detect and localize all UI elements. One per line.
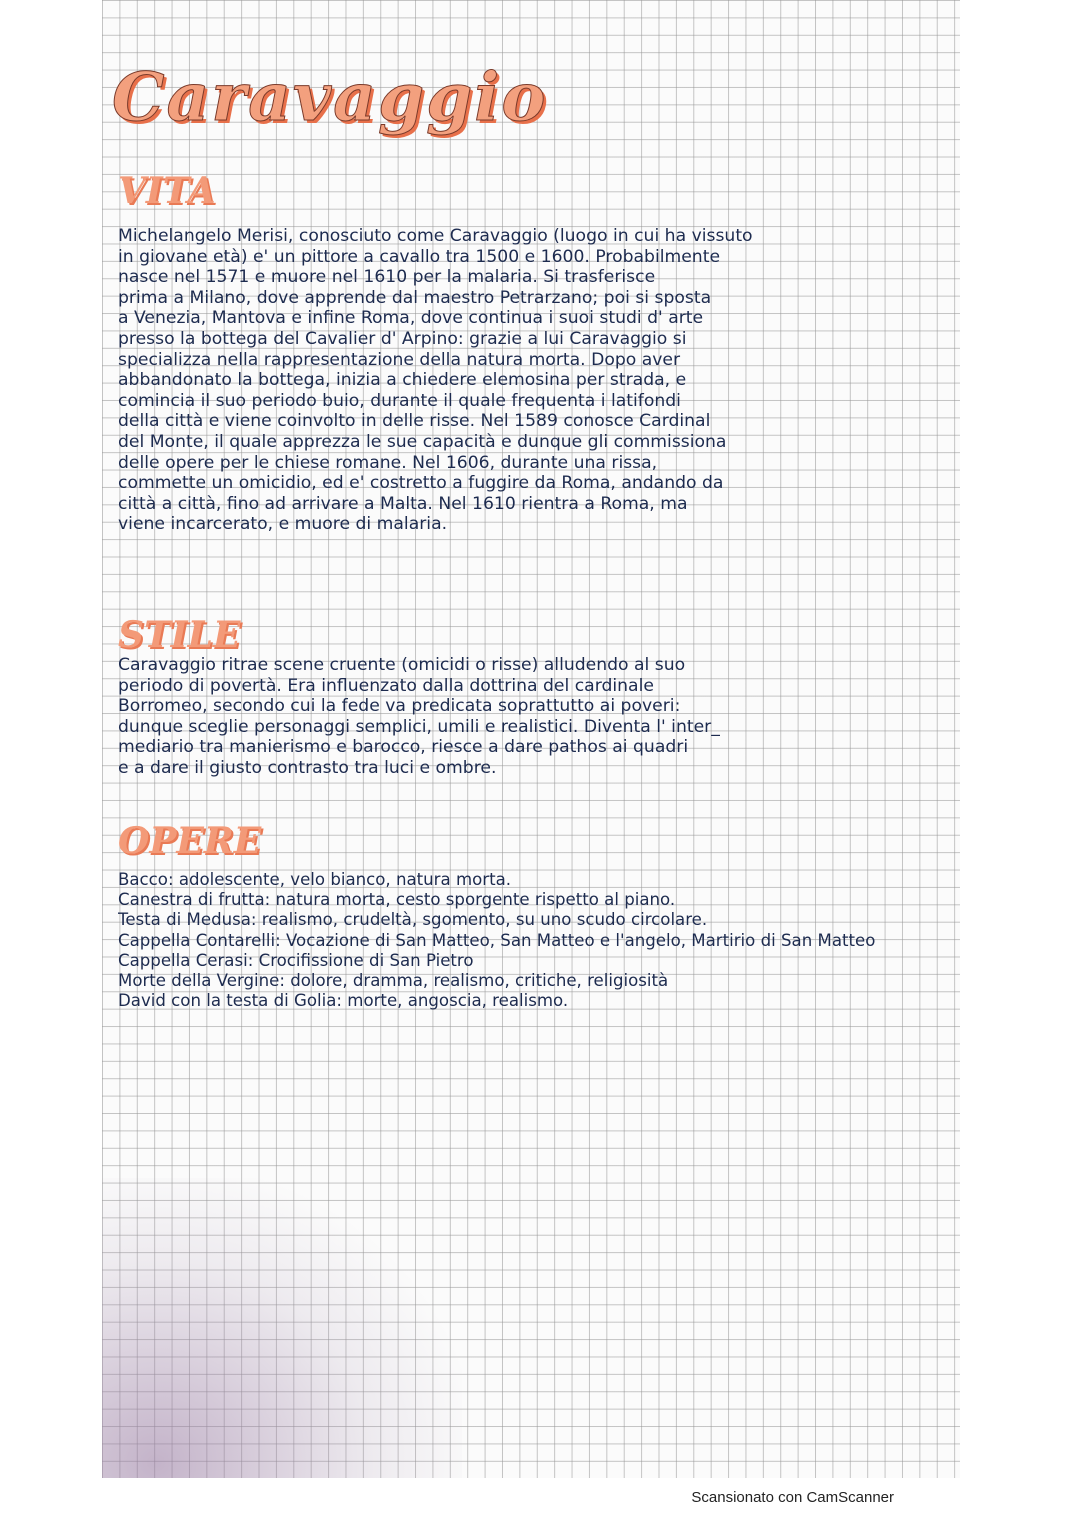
text-line: delle opere per le chiese romane. Nel 1606, durante una rissa, <box>118 452 658 473</box>
text-line: prima a Milano, dove apprende dal maestro Petrarzano; poi si sposta <box>118 287 712 308</box>
text-line: commette un omicidio, ed e' costretto a fuggire da Roma, andando da <box>118 473 724 494</box>
text-line: in giovane età) e' un pittore a cavallo tra 1500 e 1600. Probabilmente <box>118 246 721 267</box>
text-line: a Venezia, Mantova e infine Roma, dove continua i suoi studi d' arte <box>118 308 704 329</box>
section-heading-vita: VITA <box>118 170 216 212</box>
text-line: città a città, fino ad arrivare a Malta. Nel 1610 rientra a Roma, ma <box>118 493 688 514</box>
work-item: Morte della Vergine: dolore, dramma, realismo, critiche, religiosità <box>118 971 669 991</box>
text-line: Caravaggio ritrae scene cruente (omicidi o risse) alludendo al suo <box>118 655 686 675</box>
work-item: Cappella Contarelli: Vocazione di San Matteo, San Matteo e l'angelo, Martirio di San Matteo <box>118 930 876 950</box>
text-line: mediario tra manierismo e barocco, riesce a dare pathos ai quadri <box>118 737 689 758</box>
text-line: periodo di povertà. Era influenzato dalla dottrina del cardinale <box>118 675 654 696</box>
work-item: Bacco: adolescente, velo bianco, natura morta. <box>118 870 512 889</box>
vita-paragraph <box>118 226 923 535</box>
text-line: e a dare il giusto contrasto tra luci e ombre. <box>118 757 497 778</box>
text-line: viene incarcerato, e muore di malaria. <box>118 514 448 535</box>
page-shadow <box>102 1178 462 1478</box>
scanner-watermark: Scansionato con CamScanner <box>691 1489 894 1506</box>
text-line: del Monte, il quale apprezza le sue capacità e dunque gli commissiona <box>118 431 727 452</box>
section-heading-opere: OPERE <box>118 820 262 862</box>
stile-paragraph <box>118 655 923 779</box>
text-line: abbandonato la bottega, inizia a chiedere elemosina per strada, e <box>118 370 687 391</box>
text-line: dunque sceglie personaggi semplici, umili e realistici. Diventa l' inter_ <box>118 716 720 737</box>
section-heading-stile: STILE <box>118 614 241 656</box>
text-line: comincia il suo periodo buio, durante il quale frequenta i latifondi <box>118 390 681 411</box>
opere-list <box>118 870 923 1011</box>
page-title: Caravaggio <box>112 58 548 136</box>
text-line: specializza nella rappresentazione della natura morta. Dopo aver <box>118 349 681 370</box>
text-line: nasce nel 1571 e muore nel 1610 per la malaria. Si trasferisce <box>118 267 656 288</box>
work-item: Canestra di frutta: natura morta, cesto sporgente rispetto al piano. <box>118 890 676 910</box>
text-line: presso la bottega del Cavalier d' Arpino: grazie a lui Caravaggio si <box>118 328 687 349</box>
work-item: Testa di Medusa: realismo, crudeltà, sgomento, su uno scudo circolare. <box>118 910 708 930</box>
text-line: della città e viene coinvolto in delle risse. Nel 1589 conosce Cardinal <box>118 411 711 432</box>
work-item: David con la testa di Golia: morte, angoscia, realismo. <box>118 991 569 1011</box>
text-line: Michelangelo Merisi, conosciuto come Caravaggio (luogo in cui ha vissuto <box>118 226 753 246</box>
work-item: Cappella Cerasi: Crocifissione di San Pietro <box>118 950 474 970</box>
text-line: Borromeo, secondo cui la fede va predicata soprattutto ai poveri: <box>118 696 681 717</box>
